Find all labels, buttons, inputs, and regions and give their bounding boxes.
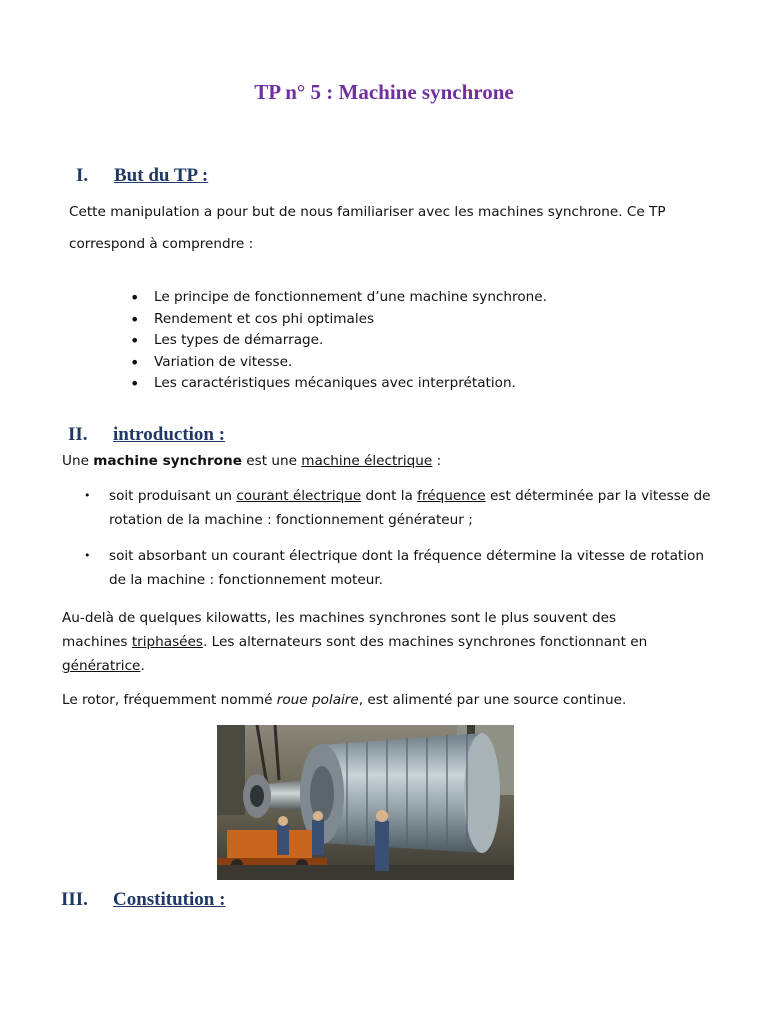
- intro-lead-text: Une: [62, 453, 94, 469]
- courant-electrique-link[interactable]: courant électrique: [236, 488, 362, 504]
- section-3-heading: [61, 889, 225, 911]
- section-1-paragraph-line-1: Cette manipulation a pour but de nous familiariser avec les machines synchrone. Ce TP: [69, 204, 666, 220]
- section-2-number: II.: [68, 424, 88, 445]
- frequence-link[interactable]: fréquence: [417, 488, 486, 504]
- list-item: • Rendement et cos phi optimales: [130, 309, 547, 331]
- section-3-title: Constitution :: [113, 889, 226, 910]
- intro-lead-bold: machine synchrone: [93, 453, 242, 469]
- intro-paragraph-3: [62, 690, 732, 710]
- list-item: • Les caractéristiques mécaniques avec interprétation.: [130, 373, 547, 395]
- paragraph-text: .: [140, 658, 145, 674]
- section-2-title: introduction :: [113, 424, 226, 445]
- intro-lead-text: est une: [241, 453, 302, 469]
- intro-list: [84, 484, 724, 604]
- triphasees-link[interactable]: triphasées: [131, 634, 203, 650]
- paragraph-italic: roue polaire: [276, 692, 359, 708]
- rotor-illustration: [217, 725, 514, 880]
- machine-electrique-link[interactable]: machine électrique: [301, 453, 433, 469]
- item-text: soit produisant un: [109, 488, 237, 504]
- item-text: dont la: [361, 488, 418, 504]
- list-item: [84, 484, 724, 532]
- page-title: TP n° 5 : Machine synchrone: [254, 80, 514, 104]
- paragraph-text: Au-delà de quelques kilowatts, les machines synchrones sont le plus souvent des machines: [62, 610, 617, 650]
- item-text: est déterminée par la vitesse de rotation de la machine : fonctionnement générateur ;: [109, 488, 711, 528]
- objectives-list: [130, 287, 547, 395]
- section-3-number: III.: [61, 889, 88, 910]
- intro-lead-text: :: [432, 453, 442, 469]
- list-item: • Les types de démarrage.: [130, 330, 547, 352]
- generatrice-link[interactable]: génératrice: [62, 658, 141, 674]
- rotor-photo: [217, 725, 514, 880]
- section-1-number: I.: [76, 165, 89, 186]
- list-item: • soit absorbant un courant électrique dont la fréquence détermine la vitesse de rotation de la machine : fonctionnement moteur.: [84, 544, 724, 592]
- intro-lead: [62, 451, 732, 471]
- intro-paragraph-2: [62, 606, 682, 678]
- section-2-heading: [68, 424, 225, 446]
- section-1-paragraph-line-2: correspond à comprendre :: [69, 236, 254, 252]
- section-1-heading: [76, 165, 208, 187]
- paragraph-text: . Les alternateurs sont des machines synchrones fonctionnant en: [203, 634, 648, 650]
- paragraph-text: , est alimenté par une source continue.: [358, 692, 627, 708]
- list-item: • Le principe de fonctionnement d’une machine synchrone.: [130, 287, 547, 309]
- list-item: • Variation de vitesse.: [130, 352, 547, 374]
- paragraph-text: Le rotor, fréquemment nommé: [62, 692, 277, 708]
- section-1-title: But du TP :: [114, 165, 209, 186]
